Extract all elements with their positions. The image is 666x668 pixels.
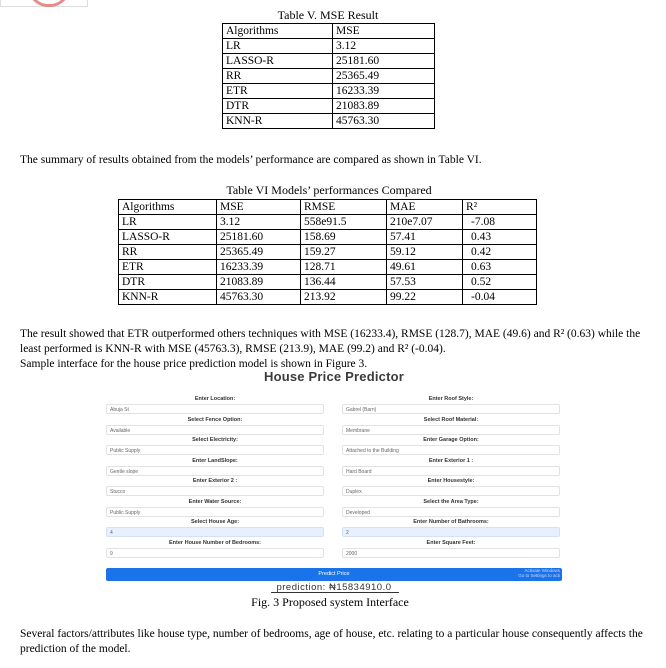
table5-row: [223, 39, 435, 54]
table6-cell: 158.69: [301, 230, 387, 245]
table6-cell: 0.42: [463, 245, 537, 260]
predict-price-button[interactable]: [106, 568, 562, 581]
table6-cell: 45763.30: [217, 290, 301, 305]
table6-cell: 210e7.07: [387, 215, 463, 230]
table5-caption: Table V. MSE Result: [277, 8, 379, 22]
table5-cell: LASSO-R: [223, 54, 333, 69]
table5-cell: 21083.89: [333, 99, 435, 114]
table5-cell: 16233.39: [333, 84, 435, 99]
table6-cell: 99.22: [387, 290, 463, 305]
table6-cell: 49.61: [387, 260, 463, 275]
field-input[interactable]: Attached to the Building: [342, 445, 560, 455]
table5-cell: KNN-R: [223, 114, 333, 129]
field-label: Enter Garage Option:: [423, 437, 479, 443]
table6-cell: 25365.49: [217, 245, 301, 260]
prediction-output: prediction: ₦15834910.0: [276, 582, 392, 593]
table6-row: [119, 260, 537, 275]
table5-row: [223, 69, 435, 84]
field-label: Enter Square Feet:: [426, 539, 476, 546]
table5-row: [223, 54, 435, 69]
table6-cell: 16233.39: [217, 260, 301, 275]
table5-cell: ETR: [223, 84, 333, 99]
table6-cell: DTR: [119, 275, 217, 290]
table6-cell: 0.43: [463, 230, 537, 245]
table5-cell: 25181.60: [333, 54, 435, 69]
field-input[interactable]: 2000: [342, 548, 560, 558]
table6-cell: 0.63: [463, 260, 537, 275]
table6-cell: KNN-R: [119, 290, 217, 305]
paragraph-interface-intro: Sample interface for the house price prediction model is shown in Figure 3.: [20, 358, 368, 370]
table5: [222, 23, 435, 129]
table5-row: [223, 84, 435, 99]
watermark-line1: Activate Windows: [524, 568, 560, 573]
table5-cell: 3.12: [333, 39, 435, 54]
windows-watermark: [518, 568, 560, 578]
table6-cell: 213.92: [301, 290, 387, 305]
figure-caption: Fig. 3 Proposed system Interface: [251, 595, 409, 609]
field-input[interactable]: Available: [106, 425, 324, 435]
paragraph-factors: Several factors/attributes like house type, number of bedrooms, age of house, etc. relating to a particular house consequently affects the prediction of the model.: [20, 628, 643, 655]
table6-row: [119, 245, 537, 260]
field-input[interactable]: Membrane: [342, 425, 560, 435]
table6-cell: -7.08: [463, 215, 537, 230]
table6-cell: 128.71: [301, 260, 387, 275]
field-label: Select House Age:: [190, 519, 240, 525]
field-input[interactable]: Gabrel (Barn): [342, 404, 560, 414]
table6-row: [119, 290, 537, 305]
table5-header-row: [223, 24, 435, 39]
field-label: Enter Roof Style:: [428, 396, 474, 402]
table6-header-cell: MAE: [387, 200, 463, 215]
field-input[interactable]: Developed: [342, 507, 560, 517]
field-label: Enter Exterior 1 :: [428, 457, 474, 464]
table6-header-cell: RMSE: [301, 200, 387, 215]
prediction-underline: [271, 592, 399, 593]
field-label: Enter Location:: [194, 396, 236, 402]
table6-cell: -0.04: [463, 290, 537, 305]
table5-cell: DTR: [223, 99, 333, 114]
table5-header-cell: Algorithms: [223, 24, 333, 39]
field-input[interactable]: 4: [106, 527, 324, 537]
table6-cell: 57.53: [387, 275, 463, 290]
table5-cell: 45763.30: [333, 114, 435, 129]
figure-title: House Price Predictor: [263, 369, 405, 384]
predict-price-label: Predict Price: [318, 571, 350, 577]
table6-cell: 136.44: [301, 275, 387, 290]
table6-cell: 558e91.5: [301, 215, 387, 230]
field-label: Select Electricity:: [192, 437, 238, 443]
field-label: Select the Area Type:: [423, 498, 479, 505]
field-input[interactable]: Public Supply: [106, 445, 324, 455]
table6-cell: RR: [119, 245, 217, 260]
field-label: Select Fence Option:: [187, 416, 243, 423]
table6-caption: Table VI Models’ performances Compared: [226, 183, 432, 197]
field-label: Enter Housestyle:: [427, 478, 475, 484]
field-label: Enter Number of Bathrooms:: [413, 519, 489, 525]
table6-row: [119, 275, 537, 290]
table5-cell: 25365.49: [333, 69, 435, 84]
table5-row: [223, 114, 435, 129]
field-label: Enter Water Source:: [188, 498, 242, 505]
house-price-predictor-figure: [106, 368, 562, 593]
table6-cell: 3.12: [217, 215, 301, 230]
table6-cell: 25181.60: [217, 230, 301, 245]
table5-row: [223, 99, 435, 114]
field-input[interactable]: Public Supply: [106, 507, 324, 517]
field-input[interactable]: Hard Board: [342, 466, 560, 476]
table6: [118, 199, 537, 305]
field-input[interactable]: Abuja St: [106, 404, 324, 414]
table5-cell: LR: [223, 39, 333, 54]
table5-cell: RR: [223, 69, 333, 84]
table6-cell: 59.12: [387, 245, 463, 260]
field-label: Select Roof Material:: [423, 416, 479, 423]
table6-cell: 0.52: [463, 275, 537, 290]
table6-header-row: [119, 200, 537, 215]
table6-header-cell: MSE: [217, 200, 301, 215]
table6-cell: LR: [119, 215, 217, 230]
table6-cell: 21083.89: [217, 275, 301, 290]
field-label: Enter House Number of Bedrooms:: [169, 539, 261, 546]
field-label: Enter Exterior 2 :: [192, 478, 238, 484]
table6-cell: LASSO-R: [119, 230, 217, 245]
table6-cell: ETR: [119, 260, 217, 275]
table6-cell: 57.41: [387, 230, 463, 245]
field-input[interactable]: 2: [342, 527, 560, 537]
table6-row: [119, 215, 537, 230]
field-input[interactable]: Stucco: [106, 486, 324, 496]
field-input[interactable]: Gentle slope: [106, 466, 324, 476]
field-input[interactable]: 9: [106, 548, 324, 558]
table6-header-cell: R²: [463, 200, 537, 215]
field-input[interactable]: Duplex: [342, 486, 560, 496]
field-label: Enter LandSlope:: [192, 457, 238, 464]
table6-cell: 159.27: [301, 245, 387, 260]
table6-row: [119, 230, 537, 245]
paragraph-results: The result showed that ETR outperformed others techniques with MSE (16233.4), RMSE (128.7), MAE (49.6) and R² (0.63) while the least performed is KNN-R with MSE (45763.3), RMSE (213.9), MAE (99.2) and R² (-0.04).: [20, 328, 641, 355]
table6-header-cell: Algorithms: [119, 200, 217, 215]
table5-header-cell: MSE: [333, 24, 435, 39]
paragraph-summary: The summary of results obtained from the models’ performance are compared as shown in Table VI.: [20, 154, 482, 166]
watermark-line2: Go to Settings to acti: [518, 573, 560, 578]
